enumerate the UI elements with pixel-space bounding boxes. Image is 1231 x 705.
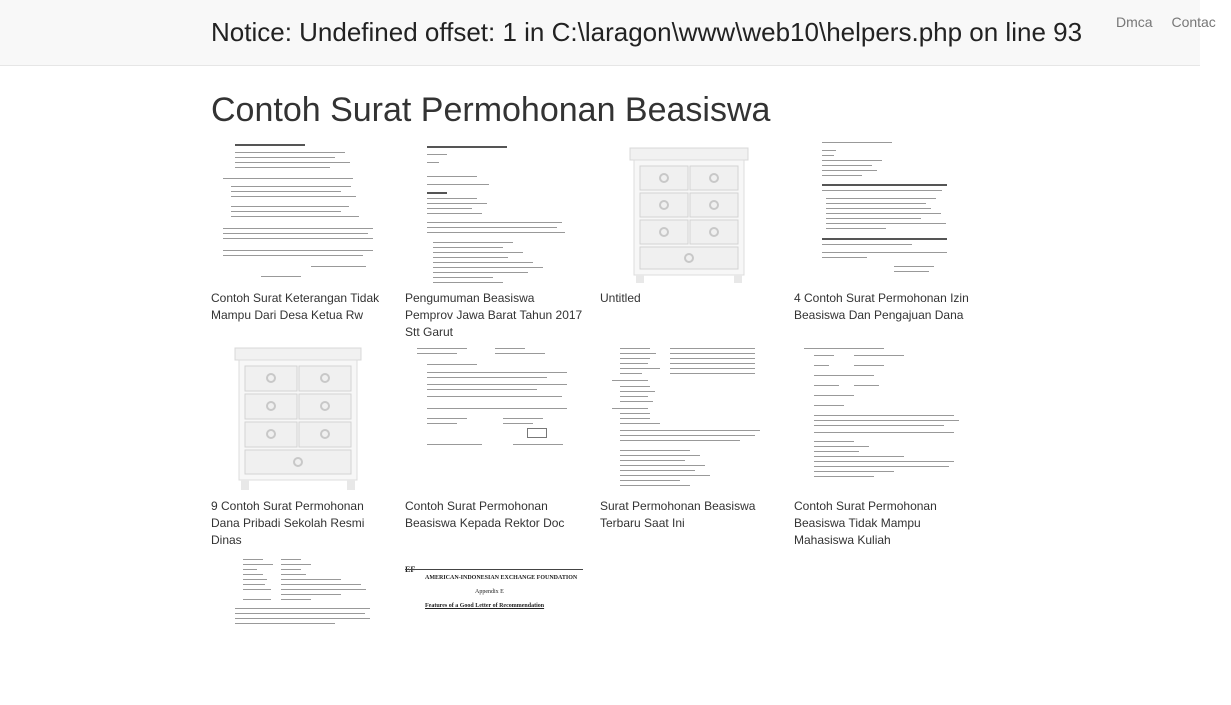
nav-links — [1116, 14, 1231, 30]
doc-foundation: AMERICAN-INDONESIAN EXCHANGE FOUNDATION — [425, 575, 578, 581]
gallery-card[interactable] — [600, 138, 778, 307]
gallery-card[interactable] — [211, 346, 389, 549]
letter-thumbnail[interactable] — [211, 138, 389, 288]
gallery-card[interactable] — [600, 346, 778, 532]
top-navbar — [0, 0, 1216, 66]
nav-link-contact[interactable]: Contac — [1171, 14, 1216, 30]
gallery-card[interactable] — [794, 346, 972, 549]
page-title: Contoh Surat Permohonan Beasiswa — [211, 91, 771, 129]
doc-appendix: Appendix E — [475, 589, 504, 595]
doc-features: Features of a Good Letter of Recommendation — [425, 603, 545, 609]
card-caption[interactable]: 4 Contoh Surat Permohonan Izin Beasiswa Dan Pengajuan Dana — [794, 291, 969, 322]
card-caption[interactable]: Untitled — [600, 291, 641, 305]
gallery-card[interactable] — [211, 553, 389, 705]
php-notice: Notice: Undefined offset: 1 in C:\laragon\www\web10\helpers.php on line 93 — [211, 17, 1083, 47]
card-caption[interactable]: 9 Contoh Surat Permohonan Dana Pribadi Sekolah Resmi Dinas — [211, 499, 365, 547]
gallery-card[interactable] — [211, 138, 389, 324]
letter-thumbnail[interactable] — [211, 553, 389, 703]
card-caption[interactable]: Surat Permohonan Beasiswa Terbaru Saat Ini — [600, 499, 756, 530]
form-thumbnail[interactable] — [794, 346, 972, 496]
announcement-thumbnail[interactable] — [405, 138, 583, 288]
gallery-card[interactable] — [405, 553, 583, 705]
card-caption[interactable]: Contoh Surat Permohonan Beasiswa Tidak Mampu Mahasiswa Kuliah — [794, 499, 937, 547]
letter-thumbnail[interactable] — [405, 346, 583, 496]
nav-link-dmca[interactable]: Dmca — [1116, 14, 1153, 30]
gallery-card[interactable] — [405, 138, 583, 341]
dresser-thumbnail[interactable] — [600, 138, 778, 288]
dresser-thumbnail[interactable] — [211, 346, 389, 496]
gallery-card[interactable] — [405, 346, 583, 532]
gallery-card[interactable] — [794, 138, 972, 324]
recommendation-thumbnail[interactable] — [405, 553, 583, 703]
card-caption[interactable]: Pengumuman Beasiswa Pemprov Jawa Barat Tahun 2017 Stt Garut — [405, 291, 583, 339]
card-caption[interactable]: Contoh Surat Keterangan Tidak Mampu Dari Desa Ketua Rw — [211, 291, 380, 322]
form-thumbnail[interactable] — [600, 346, 778, 496]
card-caption[interactable]: Contoh Surat Permohonan Beasiswa Kepada Rektor Doc — [405, 499, 565, 530]
letter-thumbnail[interactable] — [794, 138, 972, 288]
